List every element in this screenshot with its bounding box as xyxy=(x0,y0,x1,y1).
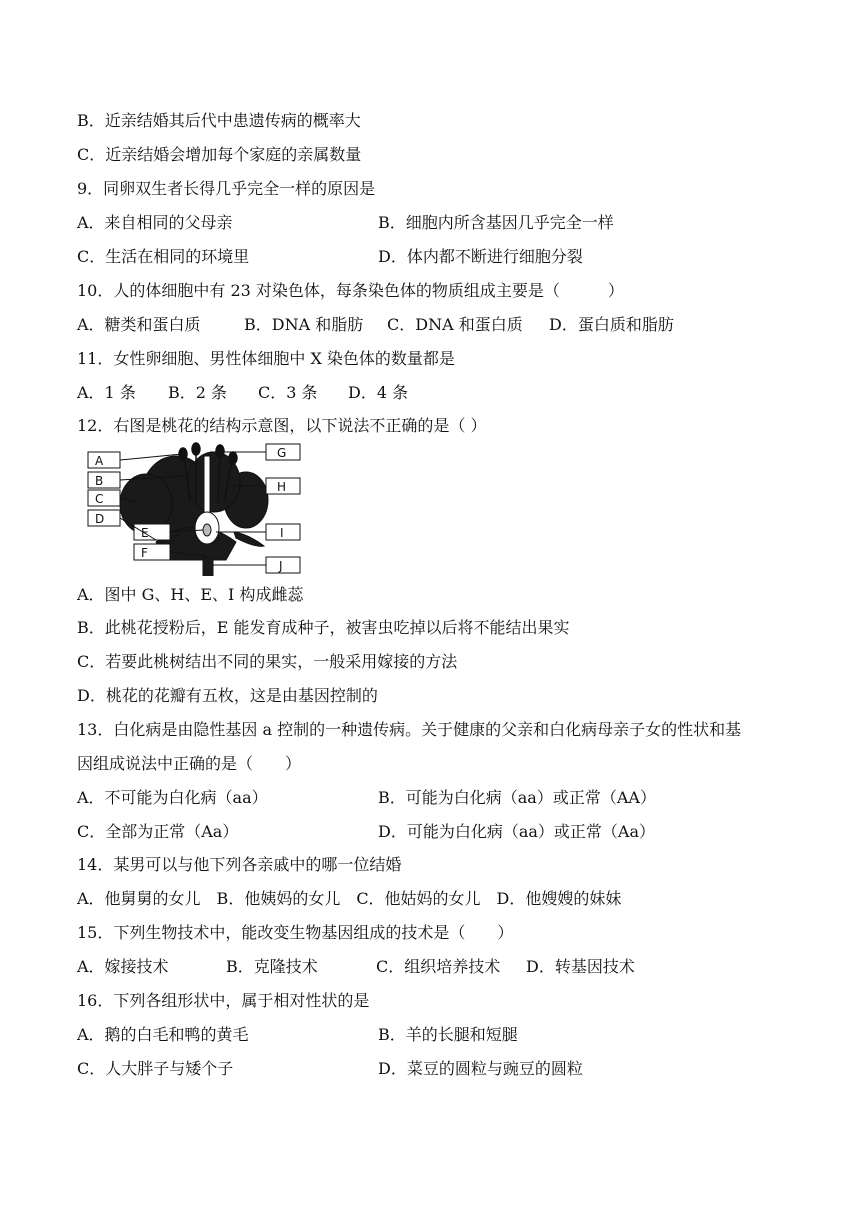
question-9: 9．同卵双生者长得几乎完全一样的原因是 xyxy=(77,179,376,198)
question-14: 14．某男可以与他下列各亲戚中的哪一位结婚 xyxy=(77,855,402,874)
q13-option-b: B．可能为白化病（aa）或正常（AA） xyxy=(378,788,656,807)
label-i: I xyxy=(280,526,284,540)
q9-option-c: C．生活在相同的环境里 xyxy=(77,247,250,266)
q12-option-c: C．若要此桃树结出不同的果实，一般采用嫁接的方法 xyxy=(77,652,458,671)
line-c8: C．近亲结婚会增加每个家庭的亲属数量 xyxy=(77,145,362,164)
q9-row-2 xyxy=(77,247,777,267)
q13-row-2 xyxy=(77,822,777,842)
q10-options xyxy=(77,315,674,335)
q16-row-2 xyxy=(77,1059,777,1079)
question-13-line-2: 因组成说法中正确的是（ ） xyxy=(77,754,302,773)
label-f: F xyxy=(141,546,148,560)
q15-options xyxy=(77,957,635,977)
line-b8: B．近亲结婚其后代中患遗传病的概率大 xyxy=(77,111,361,130)
question-12: 12．右图是桃花的结构示意图，以下说法不正确的是（ ） xyxy=(77,416,487,435)
q13-row-1 xyxy=(77,788,777,808)
question-11: 11．女性卵细胞、男性体细胞中 X 染色体的数量都是 xyxy=(77,349,455,368)
q9-row-1 xyxy=(77,213,777,233)
label-j: J xyxy=(279,559,283,573)
q9-option-d: D．体内都不断进行细胞分裂 xyxy=(378,247,583,266)
q12-option-d: D．桃花的花瓣有五枚，这是由基因控制的 xyxy=(77,686,378,705)
q10-option-d: D．蛋白质和脂肪 xyxy=(549,315,674,334)
label-e: E xyxy=(141,526,149,540)
question-13-line-1: 13．白化病是由隐性基因 a 控制的一种遗传病。关于健康的父亲和白化病母亲子女的性状和基 xyxy=(77,720,742,739)
q12-option-b: B．此桃花授粉后，E 能发育成种子，被害虫吃掉以后将不能结出果实 xyxy=(77,618,570,637)
label-d: D xyxy=(95,512,105,526)
label-b: B xyxy=(95,474,104,488)
q11-option-c: C．3 条 xyxy=(258,383,318,402)
q14-options: A．他舅舅的女儿 B．他姨妈的女儿 C．他姑妈的女儿 D．他嫂嫂的妹妹 xyxy=(77,889,622,908)
q15-option-c: C．组织培养技术 xyxy=(376,957,501,976)
q9-option-a: A．来自相同的父母亲 xyxy=(77,213,233,232)
q12-option-a: A．图中 G、H、E、I 构成雌蕊 xyxy=(77,585,304,604)
q15-option-a: A．嫁接技术 xyxy=(77,957,169,976)
label-c: C xyxy=(95,492,104,506)
peach-flower-diagram xyxy=(86,442,306,576)
q15-option-b: B．克隆技术 xyxy=(226,957,318,976)
q11-option-b: B．2 条 xyxy=(168,383,228,402)
q16-option-b: B．羊的长腿和短腿 xyxy=(378,1025,518,1044)
question-10: 10．人的体细胞中有 23 对染色体，每条染色体的物质组成主要是（ ） xyxy=(77,281,624,300)
label-h: H xyxy=(277,480,287,494)
q16-option-c: C．人大胖子与矮个子 xyxy=(77,1059,234,1078)
q10-option-a: A．糖类和蛋白质 xyxy=(77,315,201,334)
q13-option-d: D．可能为白化病（aa）或正常（Aa） xyxy=(378,822,656,841)
q15-option-d: D．转基因技术 xyxy=(526,957,635,976)
question-16: 16．下列各组形状中，属于相对性状的是 xyxy=(77,991,370,1010)
q9-option-b: B．细胞内所含基因几乎完全一样 xyxy=(378,213,614,232)
q16-option-d: D．菜豆的圆粒与豌豆的圆粒 xyxy=(378,1059,583,1078)
question-15: 15．下列生物技术中，能改变生物基因组成的技术是（ ） xyxy=(77,923,514,942)
label-a: A xyxy=(95,454,104,468)
q11-option-a: A．1 条 xyxy=(77,383,136,402)
q13-option-c: C．全部为正常（Aa） xyxy=(77,822,239,841)
q13-option-a: A．不可能为白化病（aa） xyxy=(77,788,268,807)
q16-row-1 xyxy=(77,1025,777,1045)
q10-option-c: C．DNA 和蛋白质 xyxy=(387,315,523,334)
q16-option-a: A．鹅的白毛和鸭的黄毛 xyxy=(77,1025,249,1044)
label-g: G xyxy=(277,446,287,460)
q11-option-d: D．4 条 xyxy=(348,383,409,402)
q10-option-b: B．DNA 和脂肪 xyxy=(244,315,364,334)
q11-options xyxy=(77,383,408,403)
